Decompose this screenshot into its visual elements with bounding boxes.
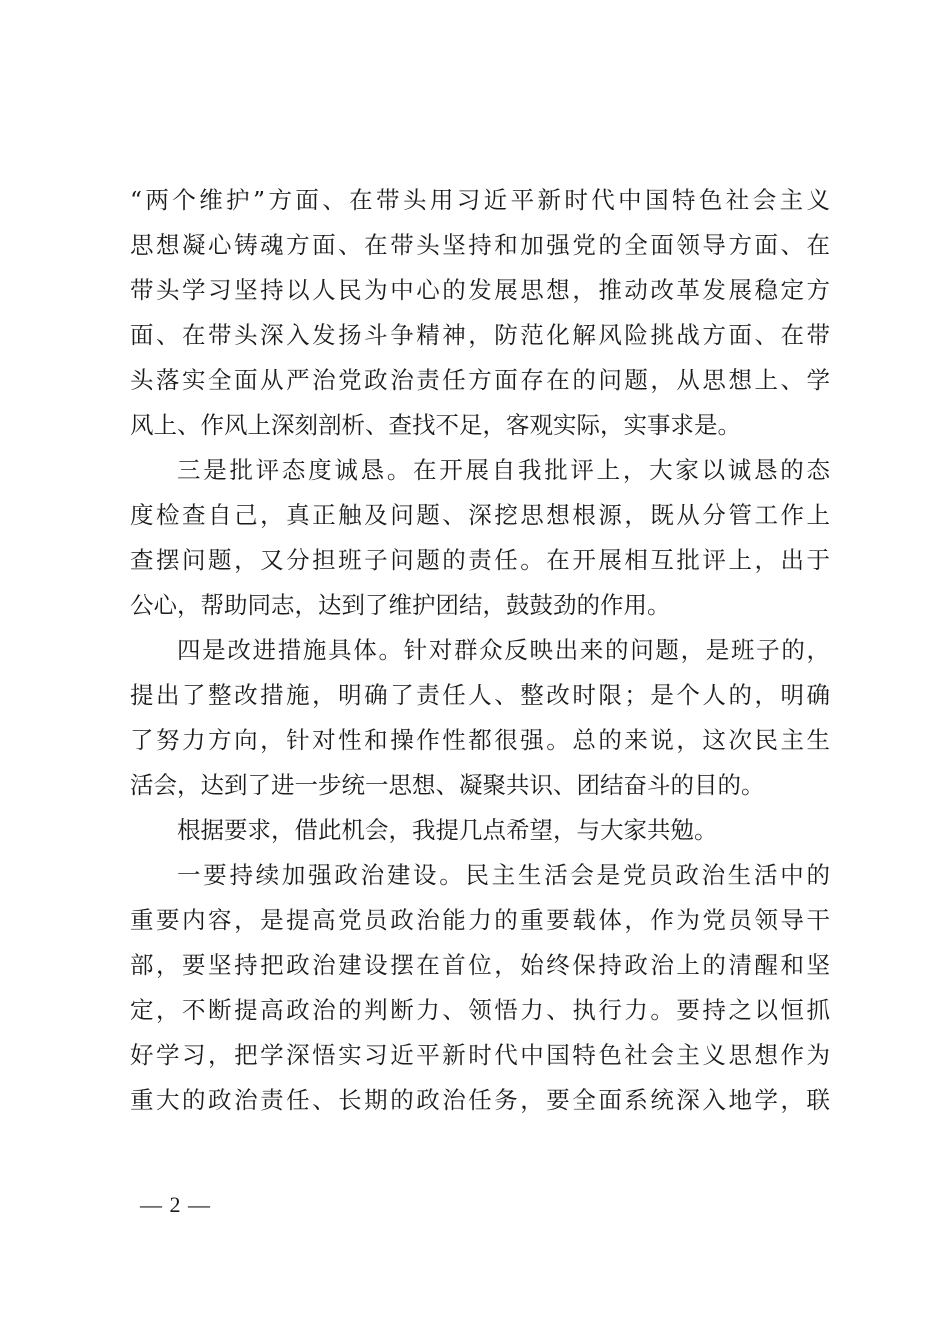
text-line: 了努力方向，针对性和操作性都很强。总的来说，这次民主生: [130, 726, 830, 754]
text-line: 度检查自己，真正触及问题、深挖思想根源，既从分管工作上: [130, 501, 830, 529]
body-text: [130, 178, 830, 1123]
text-line: 面、在带头深入发扬斗争精神，防范化解风险挑战方面、在带: [130, 321, 830, 349]
text-line: 重要内容，是提高党员政治能力的重要载体，作为党员领导干: [130, 906, 830, 934]
text-line: 三是批评态度诚恳。在开展自我批评上，大家以诚恳的态: [177, 456, 830, 484]
text-line: “两个维护”方面、在带头用习近平新时代中国特色社会主义: [130, 186, 830, 214]
text-line: 提出了整改措施，明确了责任人、整改时限；是个人的，明确: [130, 681, 830, 709]
text-line: 重大的政治责任、长期的政治任务，要全面系统深入地学，联: [130, 1086, 830, 1114]
page-number: — 2 —: [140, 1192, 211, 1217]
text-line: 查摆问题，又分担班子问题的责任。在开展相互批评上，出于: [130, 546, 830, 574]
text-line: 活会，达到了进一步统一思想、凝聚共识、团结奋斗的目的。: [130, 771, 765, 799]
text-line: 定，不断提高政治的判断力、领悟力、执行力。要持之以恒抓: [130, 996, 830, 1024]
text-line: 公心，帮助同志，达到了维护团结，鼓鼓劲的作用。: [130, 591, 671, 619]
text-line: 部，要坚持把政治建设摆在首位，始终保持政治上的清醒和坚: [130, 951, 830, 979]
text-line: 风上、作风上深刻剖析、查找不足，客观实际，实事求是。: [130, 411, 741, 439]
text-line: 好学习，把学深悟实习近平新时代中国特色社会主义思想作为: [130, 1041, 830, 1069]
text-line: 思想凝心铸魂方面、在带头坚持和加强党的全面领导方面、在: [130, 231, 830, 259]
text-line: 一要持续加强政治建设。民主生活会是党员政治生活中的: [177, 861, 830, 889]
text-line: 根据要求，借此机会，我提几点希望，与大家共勉。: [177, 816, 718, 844]
text-line: 头落实全面从严治党政治责任方面存在的问题，从思想上、学: [130, 366, 830, 394]
text-line: 四是改进措施具体。针对群众反映出来的问题，是班子的，: [177, 636, 830, 664]
text-line: 带头学习坚持以人民为中心的发展思想，推动改革发展稳定方: [130, 276, 830, 304]
